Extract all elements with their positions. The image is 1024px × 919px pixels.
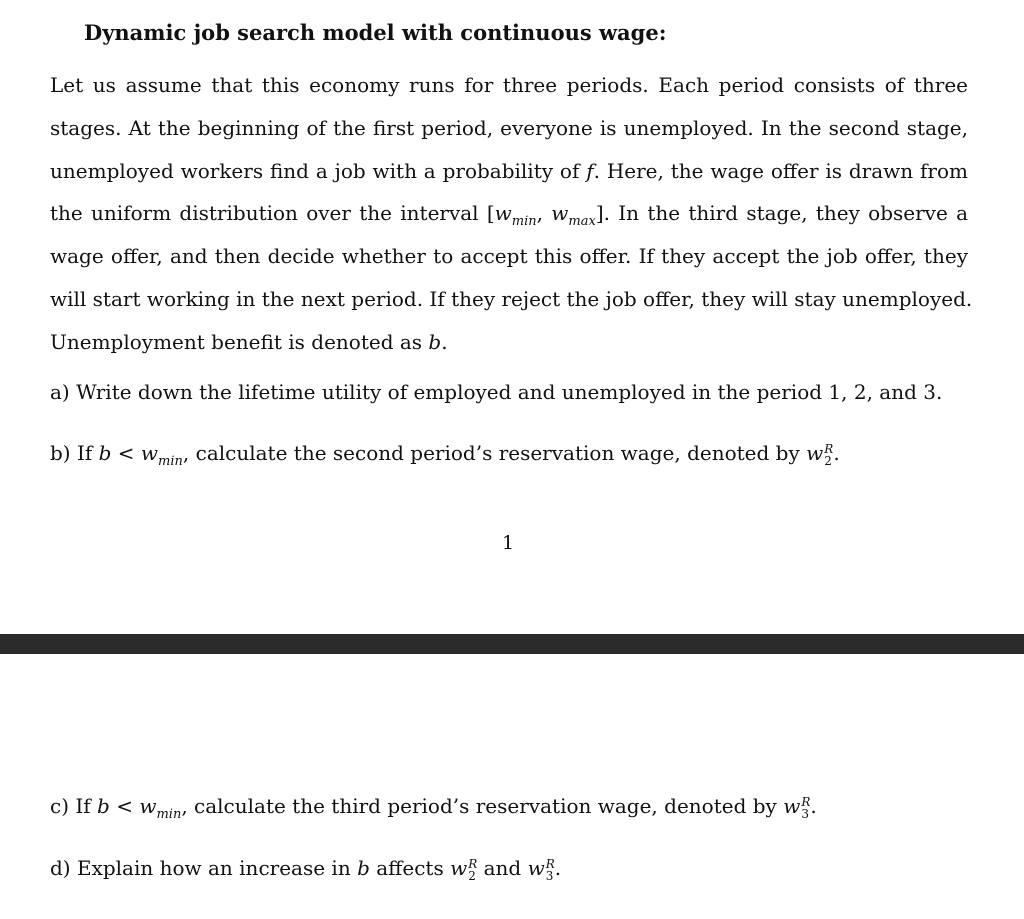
- script-R-2: R 2: [824, 441, 834, 468]
- page-separator: [0, 634, 1024, 654]
- paragraph-line-6: will start working in the next period. If they reject the job offer, they will stay unemployed.: [50, 286, 973, 311]
- section-heading: Dynamic job search model with continuous wage:: [84, 20, 667, 45]
- question-b: b) If $b < w_{min}$, calculate the second period’s reservation wage, denoted by w R 2 .: [50, 441, 840, 469]
- paragraph-line-3: unemployed workers find a job with a probability of f. Here, the wage offer is drawn from: [50, 158, 968, 183]
- paragraph-line-4: the uniform distribution over the interval [$w_{min}$, $w_{max}$]. In the third stage, they observe a: [50, 201, 968, 230]
- script-R-3: R 3: [801, 794, 811, 821]
- math-f: f: [586, 158, 594, 183]
- page-number: 1: [501, 532, 515, 554]
- paragraph-line-5: wage offer, and then decide whether to accept this offer. If they accept the job offer, they: [50, 244, 968, 269]
- paragraph-line-2: stages. At the beginning of the first period, everyone is unemployed. In the second stage,: [50, 115, 968, 140]
- intro-paragraph: [50, 64, 973, 364]
- question-c: c) If $b < w_{min}$, calculate the third period’s reservation wage, denoted by w R 3 .: [50, 794, 817, 822]
- paragraph-line-1: Let us assume that this economy runs for three periods. Each period consists of three: [50, 73, 968, 97]
- paragraph-line-7: Unemployment benefit is denoted as b.: [50, 329, 448, 354]
- question-d: d) Explain how an increase in b affects w R 2 and w R 3 .: [50, 856, 562, 883]
- question-a: a) Write down the lifetime utility of employed and unemployed in the period 1, 2, and 3.: [50, 380, 943, 404]
